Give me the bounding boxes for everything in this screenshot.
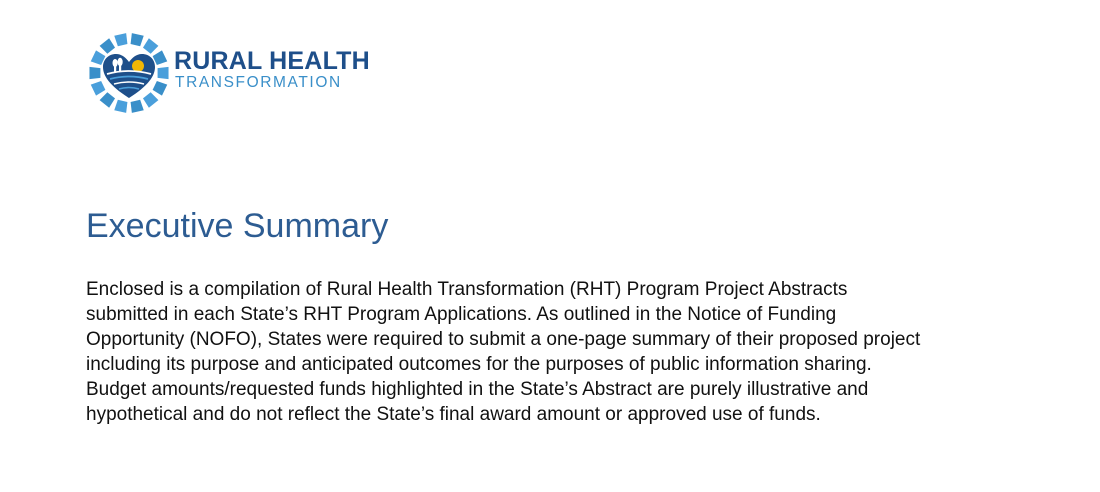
logo-subtitle-line: TRANSFORMATION xyxy=(175,74,342,91)
logo-ray xyxy=(131,33,144,46)
logo-title-line: RURAL HEALTH xyxy=(174,47,370,75)
page-title: Executive Summary xyxy=(86,207,389,245)
paragraph-line: Enclosed is a compilation of Rural Health Transformation (RHT) Program Project Abstracts xyxy=(86,279,848,300)
logo-ray xyxy=(143,92,158,107)
paragraph-line: submitted in each State’s RHT Program Applications. As outlined in the Notice of Funding xyxy=(86,304,837,325)
logo-ray xyxy=(91,50,106,65)
logo-ray xyxy=(100,38,115,53)
summary-paragraph xyxy=(86,277,1086,427)
logo-ray xyxy=(143,38,158,53)
logo-ray xyxy=(91,81,106,96)
paragraph-line: hypothetical and do not reflect the State’s final award amount or approved use of funds. xyxy=(86,404,821,425)
logo-ray xyxy=(89,67,100,79)
rural-health-transformation-logo xyxy=(88,32,378,114)
paragraph-line: including its purpose and anticipated outcomes for the purposes of public information sharing. xyxy=(86,354,872,375)
logo-ray xyxy=(114,100,127,113)
paragraph-line: Opportunity (NOFO), States were required to submit a one-page summary of their proposed project xyxy=(86,329,921,350)
logo-ray xyxy=(158,67,169,79)
heart-sun-logo-icon xyxy=(88,32,170,114)
logo-ray xyxy=(114,33,127,46)
logo-ray xyxy=(131,100,144,113)
logo-ray xyxy=(153,50,168,65)
logo-ray xyxy=(100,92,115,107)
logo-ray xyxy=(153,81,168,96)
paragraph-line: Budget amounts/requested funds highlighted in the State’s Abstract are purely illustrative and xyxy=(86,379,869,400)
